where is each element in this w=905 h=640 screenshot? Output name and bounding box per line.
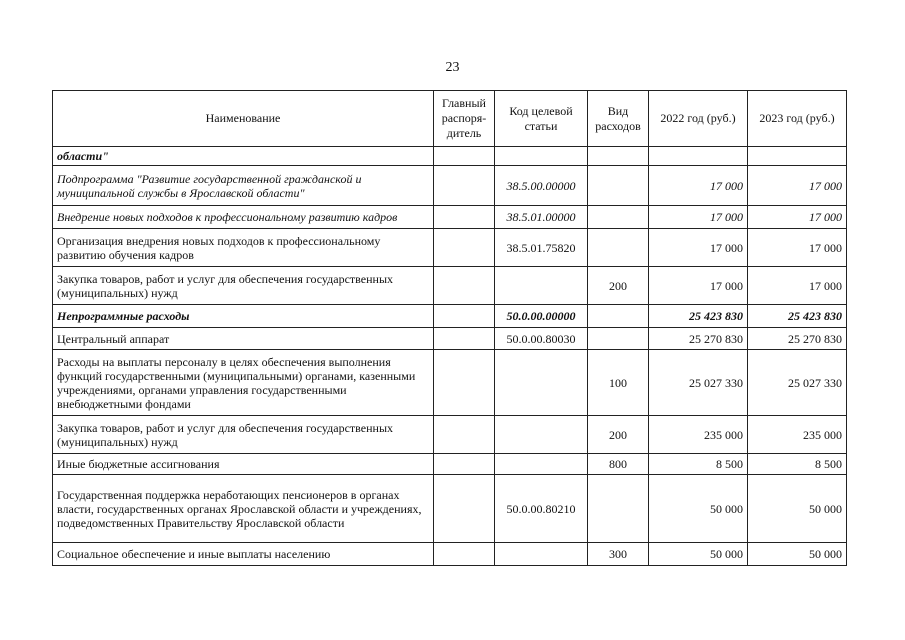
row-code: 50.0.00.80210	[495, 475, 588, 543]
row-2022: 17 000	[649, 166, 748, 206]
row-2022	[649, 147, 748, 166]
row-name: Социальное обеспечение и иные выплаты населению	[53, 543, 434, 566]
row-grbs	[434, 305, 495, 328]
table-row	[53, 206, 847, 229]
row-2022: 50 000	[649, 543, 748, 566]
row-2023: 50 000	[748, 475, 847, 543]
row-name: Центральный аппарат	[53, 328, 434, 350]
row-2022: 17 000	[649, 267, 748, 305]
row-vid	[588, 206, 649, 229]
row-2023: 25 270 830	[748, 328, 847, 350]
row-name: Расходы на выплаты персоналу в целях обеспечения выполнения функций государственными (муниципальными) органами, казенными учреждениями, органами управления государственными внебюджетными фондами	[53, 350, 434, 416]
row-2023: 235 000	[748, 416, 847, 454]
row-2022: 25 270 830	[649, 328, 748, 350]
header-2023: 2023 год (руб.)	[748, 91, 847, 147]
table-row	[53, 543, 847, 566]
header-2022: 2022 год (руб.)	[649, 91, 748, 147]
row-2023: 17 000	[748, 166, 847, 206]
row-vid: 200	[588, 267, 649, 305]
table-header-row	[53, 91, 847, 147]
table-row	[53, 267, 847, 305]
table-row	[53, 229, 847, 267]
row-2022: 17 000	[649, 206, 748, 229]
table-row	[53, 475, 847, 543]
row-name: Государственная поддержка неработающих пенсионеров в органах власти, государственных органах Ярославской области и учреждениях, подведомственных Правительству Ярославской области	[53, 475, 434, 543]
table-row	[53, 328, 847, 350]
row-code	[495, 416, 588, 454]
row-grbs	[434, 267, 495, 305]
row-code: 50.0.00.00000	[495, 305, 588, 328]
row-2022: 17 000	[649, 229, 748, 267]
row-2023	[748, 147, 847, 166]
row-code	[495, 147, 588, 166]
row-grbs	[434, 206, 495, 229]
row-vid	[588, 166, 649, 206]
row-2022: 50 000	[649, 475, 748, 543]
row-vid: 800	[588, 454, 649, 475]
row-vid	[588, 305, 649, 328]
table-row	[53, 350, 847, 416]
row-grbs	[434, 328, 495, 350]
row-2022: 8 500	[649, 454, 748, 475]
row-2023: 17 000	[748, 206, 847, 229]
row-2023: 17 000	[748, 229, 847, 267]
row-grbs	[434, 350, 495, 416]
row-code: 38.5.00.00000	[495, 166, 588, 206]
row-code	[495, 267, 588, 305]
budget-table	[52, 90, 847, 566]
row-code: 50.0.00.80030	[495, 328, 588, 350]
row-2022: 25 027 330	[649, 350, 748, 416]
header-code: Код целевой статьи	[495, 91, 588, 147]
row-grbs	[434, 475, 495, 543]
row-2023: 25 423 830	[748, 305, 847, 328]
row-name: области"	[53, 147, 434, 166]
row-2022: 235 000	[649, 416, 748, 454]
header-name: Наименование	[53, 91, 434, 147]
header-grbs: Главный распоря-дитель	[434, 91, 495, 147]
row-grbs	[434, 229, 495, 267]
row-code: 38.5.01.00000	[495, 206, 588, 229]
table-row	[53, 305, 847, 328]
table-row	[53, 416, 847, 454]
row-code: 38.5.01.75820	[495, 229, 588, 267]
row-name: Иные бюджетные ассигнования	[53, 454, 434, 475]
row-code	[495, 350, 588, 416]
row-name: Подпрограмма "Развитие государственной гражданской и муниципальной службы в Ярославской области"	[53, 166, 434, 206]
row-2023: 8 500	[748, 454, 847, 475]
row-vid	[588, 229, 649, 267]
row-name: Закупка товаров, работ и услуг для обеспечения государственных (муниципальных) нужд	[53, 267, 434, 305]
header-vid: Вид расходов	[588, 91, 649, 147]
row-2023: 17 000	[748, 267, 847, 305]
row-vid	[588, 475, 649, 543]
row-grbs	[434, 416, 495, 454]
row-code	[495, 543, 588, 566]
row-grbs	[434, 454, 495, 475]
row-grbs	[434, 543, 495, 566]
row-vid	[588, 328, 649, 350]
row-name: Непрограммные расходы	[53, 305, 434, 328]
row-vid: 300	[588, 543, 649, 566]
row-2023: 50 000	[748, 543, 847, 566]
row-grbs	[434, 147, 495, 166]
row-vid	[588, 147, 649, 166]
row-name: Закупка товаров, работ и услуг для обеспечения государственных (муниципальных) нужд	[53, 416, 434, 454]
row-name: Организация внедрения новых подходов к профессиональному развитию обучения кадров	[53, 229, 434, 267]
page-number: 23	[445, 60, 460, 75]
row-code	[495, 454, 588, 475]
table-row	[53, 147, 847, 166]
row-vid: 100	[588, 350, 649, 416]
row-vid: 200	[588, 416, 649, 454]
table-row	[53, 166, 847, 206]
table-row	[53, 454, 847, 475]
row-2022: 25 423 830	[649, 305, 748, 328]
row-grbs	[434, 166, 495, 206]
row-2023: 25 027 330	[748, 350, 847, 416]
row-name: Внедрение новых подходов к профессиональному развитию кадров	[53, 206, 434, 229]
